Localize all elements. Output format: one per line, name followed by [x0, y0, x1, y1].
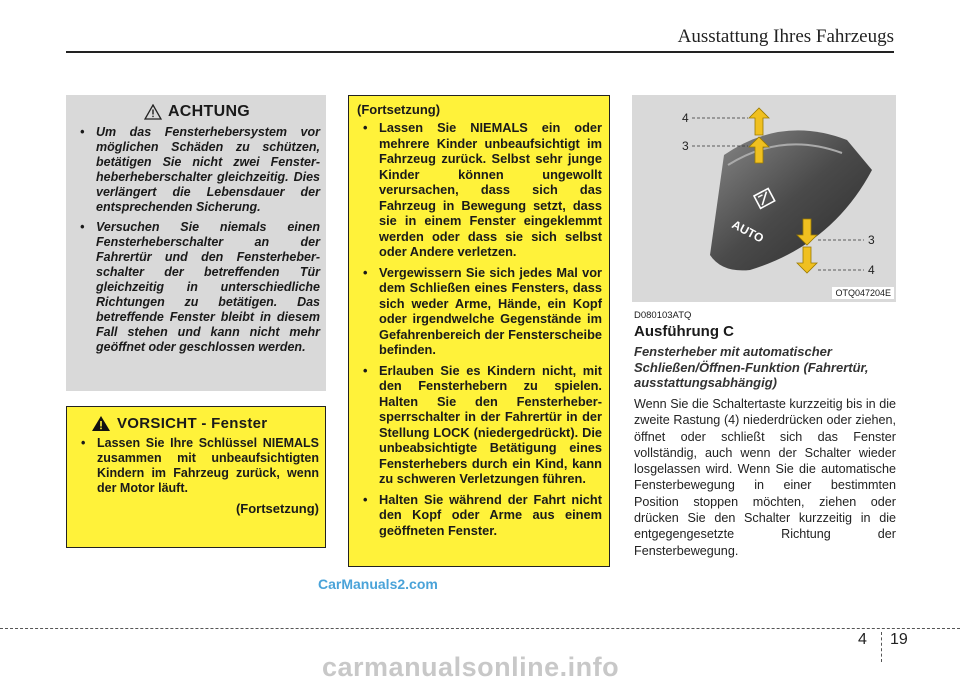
section-code: D080103ATQ [634, 310, 692, 321]
figure-caption: OTQ047204E [832, 287, 894, 299]
carmanuals-watermark[interactable]: CarManuals2.com [318, 576, 438, 592]
label-3-top: 3 [682, 139, 689, 153]
arrow-up-icon [749, 108, 769, 135]
continued-item: • Halten Sie während der Fahrt nicht den Kopf oder Arme aus einem geöffneten Fenster. [357, 492, 602, 539]
achtung-list [74, 125, 320, 355]
section-subtitle: Fensterheber mit automatischer Schließen/Öffnen-Funktion (Fahrertür, ausstattungsabhängig) [634, 344, 869, 390]
header-title: Ausstattung Ihres Fahrzeugs [677, 26, 894, 47]
section-body: Wenn Sie die Schaltertaste kurzzeitig bis in die zweite Rastung (4) niederdrücken oder ziehen, öffnet oder schließt sich das Fenster vollständig, auch wenn der Schalter wieder losgelassen wird. Wenn Sie die automatische Fensterbewegung in einer bestimmten Position stoppen möchten, ziehen oder drücken Sie den Schalter kurzzeitig in die entgegengesetzte Richtung der Fensterbewegung. [634, 397, 896, 558]
chapter-number: 4 [858, 631, 867, 648]
vorsicht-box [66, 406, 326, 548]
window-switch-figure [632, 95, 896, 302]
section-title: Ausführung C [634, 323, 734, 340]
continued-item: • Erlauben Sie es Kindern nicht, mit den Fensterhebern zu spielen. Halten Sie den Fensterheber-sperrschalter in der Fahrertür in der Stellung LOCK (niedergedrückt). Die unbeabsichtigte Betätigung eines Fensterhebers durch ein Kind, kann zu schweren Verletzungen führen. [357, 363, 602, 487]
warning-filled-icon [91, 415, 111, 432]
header-rule [66, 51, 894, 53]
vorsicht-header [75, 415, 319, 432]
achtung-item: • Versuchen Sie niemals einen Fensterheberschalter an der Fahrertür und den Fensterheber-schalter der betreffenden Tür gleichzeitig in unterschiedliche Richtungen zu betätigen. Das betreffende Fenster bleibt in diesem Fall stehen und kann nicht mehr geöffnet oder geschlossen werden. [74, 220, 320, 355]
continued-item: • Lassen Sie NIEMALS ein oder mehrere Kinder unbeaufsichtigt im Fahrzeug zurück. Selbst sehr junge Kinder können ungewollt verursachen, dass sich das Fahrzeug in Bewegung setzt, dass sie in einem Fenster eingeklemmt werden oder dass sie sich selbst oder Andere verletzen. [357, 120, 602, 260]
label-3-bottom: 3 [868, 233, 875, 247]
site-watermark: carmanualsonline.info [322, 652, 620, 682]
continued-label: (Fortsetzung) [357, 102, 441, 117]
vorsicht-continued: (Fortsetzung) [235, 501, 319, 516]
continued-list [357, 120, 602, 538]
switch-body [710, 130, 872, 270]
achtung-item: • Um das Fensterhebersystem vor möglichen Schäden zu schützen, betätigen Sie nicht zwei Fenster-heberheberschalter gleichzeitig. Dies verlängert die Lebensdauer der entsprechenden Sicherung. [74, 125, 320, 215]
page-divider [881, 632, 882, 662]
page-number: 19 [890, 631, 908, 648]
footer-rule [0, 628, 960, 629]
vorsicht-label: VORSICHT - Fenster [117, 415, 268, 432]
warning-triangle-icon [144, 104, 162, 120]
switch-auto-label: AUTO [729, 217, 766, 246]
vorsicht-item: • Lassen Sie Ihre Schlüssel NIEMALS zusammen mit unbeaufsichtigten Kindern im Fahrzeug zurück, wenn der Motor läuft. [75, 436, 319, 496]
achtung-box [66, 95, 326, 391]
continued-warning-box [348, 95, 610, 567]
label-4-top: 4 [682, 111, 689, 125]
window-switch-illustration [632, 95, 896, 302]
achtung-header [74, 103, 320, 121]
arrow-down-icon [797, 247, 817, 273]
achtung-label: ACHTUNG [167, 103, 251, 120]
vorsicht-list [75, 436, 319, 496]
continued-item: • Vergewissern Sie sich jedes Mal vor dem Schließen eines Fensters, dass sich weder Arme, Hände, ein Kopf oder irgendwelche Gegenstände im Gefahrenbereich der Fensterscheibe befinden. [357, 265, 602, 358]
label-4-bottom: 4 [868, 263, 875, 277]
